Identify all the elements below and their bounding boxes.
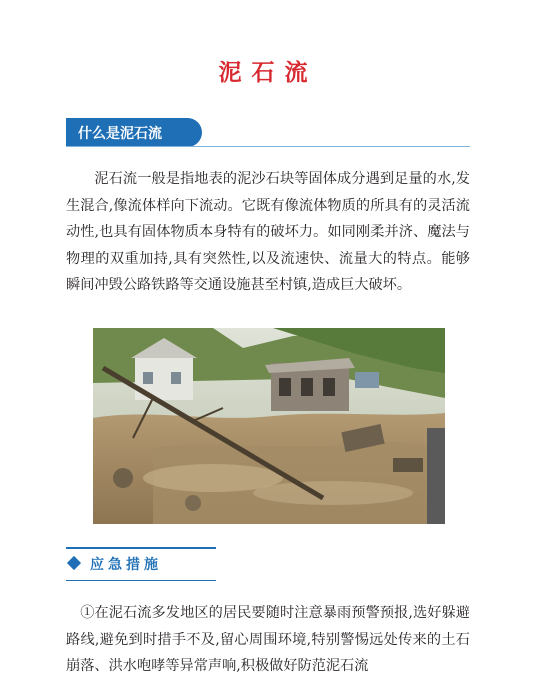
section-heading-label: 什么是泥石流 <box>78 125 162 142</box>
intro-paragraph: 泥石流一般是指地表的泥沙石块等固体成分遇到足量的水,发生混合,像流体样向下流动。它既有像流体物质的所具有的灵活流动性,也具有固体物质本身特有的破坏力。如同刚柔并济、魔法与物理的双重加持,具有突然性,以及流速快、流量大的特点。能够瞬间冲毁公路铁路等交通设施甚至村镇,造成巨大破坏。 <box>66 171 470 293</box>
measure-paragraph: ①在泥石流多发地区的居民要随时注意暴雨预警预报,选好躲避路线,避免到时措手不及,留心周围环境,特别警惕远处传来的土石崩落、洪水咆哮等异常声响,积极做好防范泥石流 <box>66 605 470 674</box>
page-title: 泥石流 <box>218 59 318 86</box>
subsection-rule-top <box>66 547 216 549</box>
subsection-heading-label: 应急措施 <box>90 557 162 573</box>
mudflow-photo <box>93 328 445 524</box>
section-heading <box>66 118 202 147</box>
section-divider <box>66 146 470 147</box>
subsection-rule-bottom <box>66 580 216 581</box>
subsection-heading <box>66 547 216 581</box>
diamond-bullet-icon <box>67 556 81 570</box>
